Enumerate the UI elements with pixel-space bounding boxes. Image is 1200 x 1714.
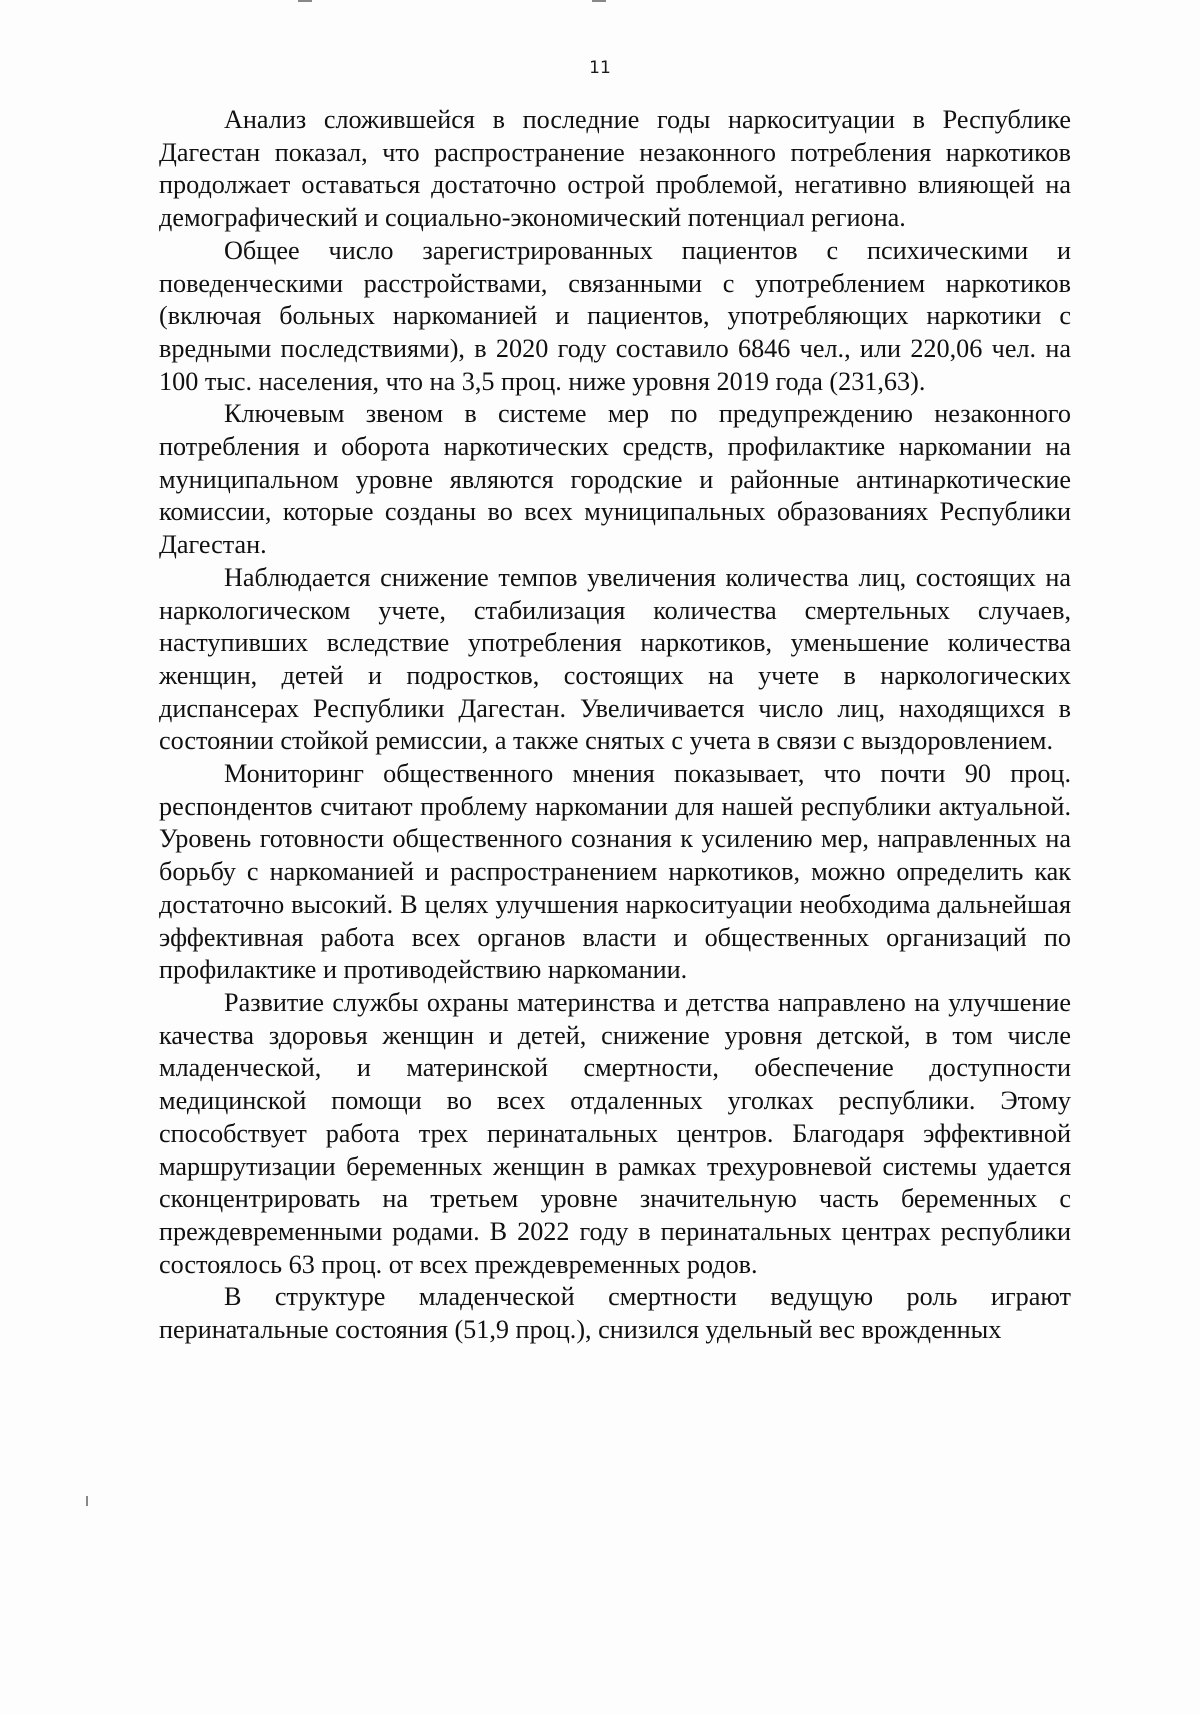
paragraph-public-opinion: Мониторинг общественного мнения показывает, что почти 90 проц. респондентов считают проблему наркомании для нашей республики актуальной. Уровень готовности общественного сознания к усилению мер, направленных на борьбу с наркоманией и распространением наркотиков, можно определить как достаточно высокий. В целях улучшения наркоситуации необходима дальнейшая эффективная работа всех органов власти и общественных организаций по профилактике и противодействию наркомании. xyxy=(159,759,1071,985)
paragraph-registration-trends: Наблюдается снижение темпов увеличения количества лиц, состоящих на наркологическом учете, стабилизация количества смертельных случаев, наступивших вследствие употребления наркотиков, уменьшение количества женщин, детей и подростков, состоящих на учете в наркологических диспансерах Республики Дагестан. Увеличивается число лиц, находящихся в состоянии стойкой ремиссии, а также снятых с учета в связи с выздоровлением. xyxy=(159,562,1071,756)
paragraph-registered-patients: Общее число зарегистрированных пациентов с психическими и поведенческими расстройствами, связанными с употреблением наркотиков (включая больных наркоманией и пациентов, употребляющих наркотики с вредными последствиями), в 2020 году составило 6846 чел., или 220,06 чел. на 100 тыс. населения, что на 3,5 проц. ниже уровня 2019 года (231,63). xyxy=(159,235,1071,396)
scan-mark-top-right xyxy=(592,0,606,2)
document-body xyxy=(159,104,1071,1347)
paragraph-antidrug-commissions: Ключевым звеном в системе мер по предупреждению незаконного потребления и оборота наркотических средств, профилактике наркомании на муниципальном уровне являются городские и районные антинаркотические комиссии, которые созданы во всех муниципальных образованиях Республики Дагестан. xyxy=(159,399,1071,560)
paragraph-infant-mortality: В структуре младенческой смертности ведущую роль играют перинатальные состояния (51,9 проц.), снизился удельный вес врожденных xyxy=(159,1282,1071,1345)
scan-mark-top-left xyxy=(298,0,312,2)
scan-mark-left xyxy=(86,1496,88,1506)
page-number: 11 xyxy=(589,58,611,78)
paragraph-maternity-service: Развитие службы охраны материнства и детства направлено на улучшение качества здоровья женщин и детей, снижение уровня детской, в том числе младенческой, и материнской смертности, обеспечение доступности медицинской помощи во всех отдаленных уголках республики. Этому способствует работа трех перинатальных центров. Благодаря эффективной маршрутизации беременных женщин в рамках трехуровневой системы удается сконцентрировать на третьем уровне значительную часть беременных с преждевременными родами. В 2022 году в перинатальных центрах республики состоялось 63 проц. от всех преждевременных родов. xyxy=(159,987,1071,1279)
paragraph-drug-situation: Анализ сложившейся в последние годы наркоситуации в Республике Дагестан показал, что распространение незаконного потребления наркотиков продолжает оставаться достаточно острой проблемой, негативно влияющей на демографический и социально-экономический потенциал региона. xyxy=(159,105,1071,233)
